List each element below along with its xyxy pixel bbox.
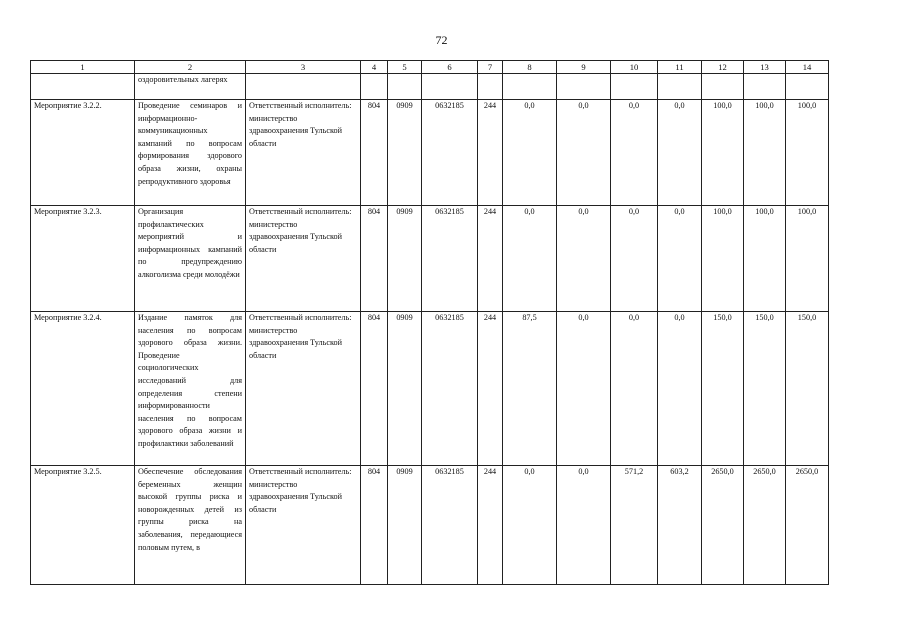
section-code-cell: 0909 [388, 206, 422, 312]
value-cell [557, 74, 611, 100]
page-number: 72 [435, 33, 448, 47]
value-cell [702, 74, 744, 100]
value-cell [478, 74, 503, 100]
value-cell: 0,0 [557, 206, 611, 312]
continuation-row [31, 74, 829, 100]
value-cell [422, 74, 478, 100]
column-number: 14 [786, 61, 829, 74]
target-code-cell: 0632185 [422, 312, 478, 466]
value-cell: 0,0 [503, 466, 557, 585]
column-number: 11 [658, 61, 702, 74]
description-cell: оздоровительных лагерях [135, 74, 246, 100]
section-code-cell: 0909 [388, 100, 422, 206]
value-cell: 100,0 [744, 100, 786, 206]
column-number: 3 [246, 61, 361, 74]
value-cell: 0,0 [658, 206, 702, 312]
value-cell: 150,0 [702, 312, 744, 466]
column-number: 10 [611, 61, 658, 74]
value-cell: 2650,0 [744, 466, 786, 585]
executor-cell [246, 74, 361, 100]
event-cell [31, 74, 135, 100]
ministry-code-cell: 804 [361, 206, 388, 312]
value-cell: 0,0 [503, 100, 557, 206]
budget-table [30, 60, 829, 585]
table-row [31, 206, 829, 312]
executor-cell: Ответственный исполнитель: министерство здравоохранения Тульской области [246, 100, 361, 206]
column-number: 9 [557, 61, 611, 74]
value-cell [503, 74, 557, 100]
value-cell [611, 74, 658, 100]
value-cell: 100,0 [702, 206, 744, 312]
section-code-cell: 0909 [388, 466, 422, 585]
value-cell: 0,0 [503, 206, 557, 312]
value-cell: 0,0 [611, 312, 658, 466]
description-cell: Издание памяток для населения по вопросам здорового образа жизни. Проведение социологических исследований для определения степени информированности населения по вопросам здорового образа жизни и профилактики заболеваний [135, 312, 246, 466]
value-cell: 100,0 [786, 206, 829, 312]
value-cell: 0,0 [658, 100, 702, 206]
value-cell: 603,2 [658, 466, 702, 585]
expense-type-cell: 244 [478, 312, 503, 466]
column-number: 7 [478, 61, 503, 74]
value-cell: 0,0 [557, 312, 611, 466]
section-code-cell: 0909 [388, 312, 422, 466]
value-cell [361, 74, 388, 100]
description-cell: Проведение семинаров и информационно-коммуникационных кампаний по вопросам формирования здорового образа жизни, охраны репродуктивного здоровья [135, 100, 246, 206]
column-number-row [31, 61, 829, 74]
expense-type-cell: 244 [478, 206, 503, 312]
value-cell: 100,0 [786, 100, 829, 206]
value-cell: 87,5 [503, 312, 557, 466]
value-cell [658, 74, 702, 100]
ministry-code-cell: 804 [361, 312, 388, 466]
target-code-cell: 0632185 [422, 466, 478, 585]
value-cell: 2650,0 [786, 466, 829, 585]
value-cell: 150,0 [744, 312, 786, 466]
executor-cell: Ответственный исполнитель: министерство здравоохранения Тульской области [246, 312, 361, 466]
target-code-cell: 0632185 [422, 100, 478, 206]
expense-type-cell: 244 [478, 466, 503, 585]
description-cell: Обеспечение обследования беременных женщин высокой группы риска и новорожденных детей из группы риска на заболевания, передающиеся половым путем, в [135, 466, 246, 585]
table-row [31, 100, 829, 206]
expense-type-cell: 244 [478, 100, 503, 206]
value-cell: 0,0 [611, 206, 658, 312]
column-number: 4 [361, 61, 388, 74]
value-cell: 0,0 [557, 466, 611, 585]
value-cell: 2650,0 [702, 466, 744, 585]
column-number: 5 [388, 61, 422, 74]
event-cell: Мероприятие 3.2.3. [31, 206, 135, 312]
column-number: 12 [702, 61, 744, 74]
executor-cell: Ответственный исполнитель: министерство здравоохранения Тульской области [246, 206, 361, 312]
ministry-code-cell: 804 [361, 466, 388, 585]
column-number: 8 [503, 61, 557, 74]
value-cell: 0,0 [557, 100, 611, 206]
value-cell [786, 74, 829, 100]
value-cell: 0,0 [658, 312, 702, 466]
column-number: 13 [744, 61, 786, 74]
executor-cell: Ответственный исполнитель: министерство здравоохранения Тульской области [246, 466, 361, 585]
table-row [31, 312, 829, 466]
description-cell: Организация профилактических мероприятий и информационных кампаний по предупреждению алкоголизма среди молодёжи [135, 206, 246, 312]
value-cell: 100,0 [744, 206, 786, 312]
value-cell: 150,0 [786, 312, 829, 466]
value-cell: 100,0 [702, 100, 744, 206]
value-cell [388, 74, 422, 100]
column-number: 1 [31, 61, 135, 74]
ministry-code-cell: 804 [361, 100, 388, 206]
value-cell [744, 74, 786, 100]
column-number: 2 [135, 61, 246, 74]
table-row [31, 466, 829, 585]
target-code-cell: 0632185 [422, 206, 478, 312]
value-cell: 0,0 [611, 100, 658, 206]
event-cell: Мероприятие 3.2.5. [31, 466, 135, 585]
column-number: 6 [422, 61, 478, 74]
event-cell: Мероприятие 3.2.4. [31, 312, 135, 466]
value-cell: 571,2 [611, 466, 658, 585]
event-cell: Мероприятие 3.2.2. [31, 100, 135, 206]
